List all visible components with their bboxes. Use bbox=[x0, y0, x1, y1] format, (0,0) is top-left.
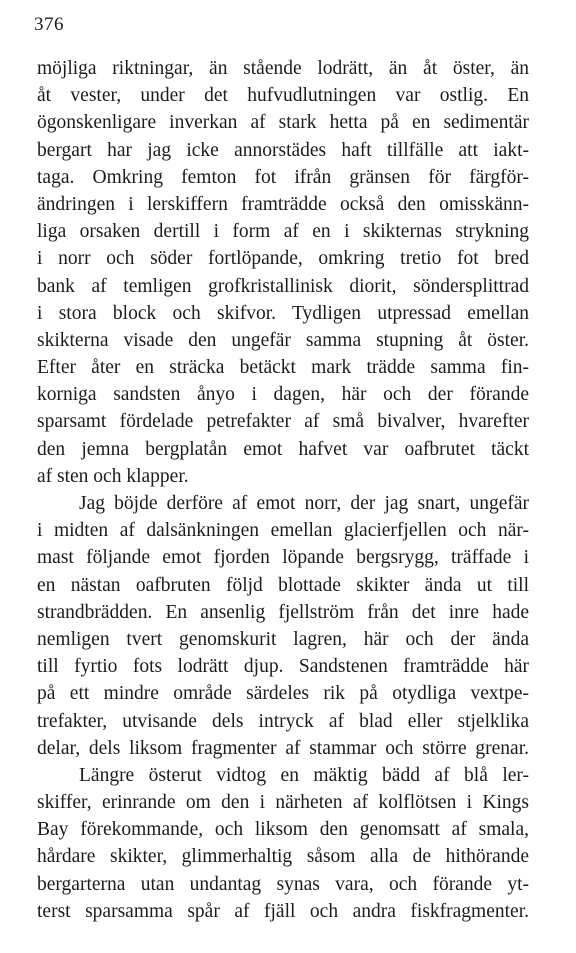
text-line: nemligen tvert genomskurit lagren, här och der ända bbox=[37, 628, 529, 650]
text-line: till fyrtio fots lodrätt djup. Sandstenen framträdde här bbox=[37, 656, 529, 678]
text-line: ögonskenligare inverkan af stark hetta på en sedimentär bbox=[37, 112, 529, 134]
text-line: delar, dels liksom fragmenter af stammar och större grenar. bbox=[37, 737, 529, 759]
text-line: trefakter, utvisande dels intryck af blad eller stjelklika bbox=[37, 710, 529, 732]
text-line: korniga sandsten ånyo i dagen, här och der förande bbox=[37, 384, 529, 406]
text-line: Efter åter en sträcka betäckt mark trädde samma fin- bbox=[37, 357, 529, 379]
text-line: bergarterna utan undantag synas vara, och förande yt- bbox=[37, 873, 529, 895]
text-line: i norr och söder fortlöpande, omkring tretio fot bred bbox=[37, 248, 529, 270]
text-line: i stora block och skifvor. Tydligen utpressad emellan bbox=[37, 302, 529, 324]
text-line: af sten och klapper. bbox=[37, 465, 189, 487]
body-text bbox=[37, 55, 529, 925]
text-line: bergart har jag icke annorstädes haft tillfälle att iakt- bbox=[37, 139, 529, 161]
text-line: i midten af dalsänkningen emellan glacierfjellen och när- bbox=[37, 520, 529, 542]
text-line: åt vester, under det hufvudlutningen var ostlig. En bbox=[37, 85, 529, 107]
text-line: den jemna bergplatån emot hafvet var oafbrutet täckt bbox=[37, 438, 529, 460]
text-line: en nästan oafbruten följd blottade skikter ända ut till bbox=[37, 574, 529, 596]
text-line: på ett mindre område särdeles rik på otydliga vextpe- bbox=[37, 683, 529, 705]
text-line: skikterna visade den ungefär samma stupning åt öster. bbox=[37, 329, 529, 351]
paragraph-first-line: Jag böjde derföre af emot norr, der jag snart, ungefär bbox=[79, 493, 529, 514]
text-line: mast följande emot fjorden löpande bergsrygg, träffade i bbox=[37, 547, 529, 569]
text-line: liga orsaken dertill i form af en i skikternas strykning bbox=[37, 221, 529, 243]
text-line: sparsamt fördelade petrefakter af små bivalver, hvarefter bbox=[37, 411, 529, 433]
page-number: 376 bbox=[34, 14, 64, 35]
text-line: ändringen i lerskiffern framträdde också den omisskänn- bbox=[37, 193, 529, 215]
text-line: hårdare skikter, glimmerhaltig såsom alla de hithörande bbox=[37, 846, 529, 868]
text-line: möjliga riktningar, än stående lodrätt, än åt öster, än bbox=[37, 58, 529, 79]
text-line: Bay förekommande, och liksom den genomsatt af smala, bbox=[37, 819, 529, 841]
text-line: terst sparsamma spår af fjäll och andra fiskfragmenter. bbox=[37, 900, 529, 922]
text-line: skiffer, erinrande om den i närheten af kolflötsen i Kings bbox=[37, 792, 529, 814]
text-line: bank af temligen grofkristallinisk diorit, söndersplittrad bbox=[37, 275, 529, 297]
text-line: strandbrädden. En ansenlig fjellström från det inre hade bbox=[37, 601, 529, 623]
paragraph-first-line: Längre österut vidtog en mäktig bädd af blå ler- bbox=[79, 764, 529, 786]
text-line: taga. Omkring femton fot ifrån gränsen för färgför- bbox=[37, 166, 529, 188]
